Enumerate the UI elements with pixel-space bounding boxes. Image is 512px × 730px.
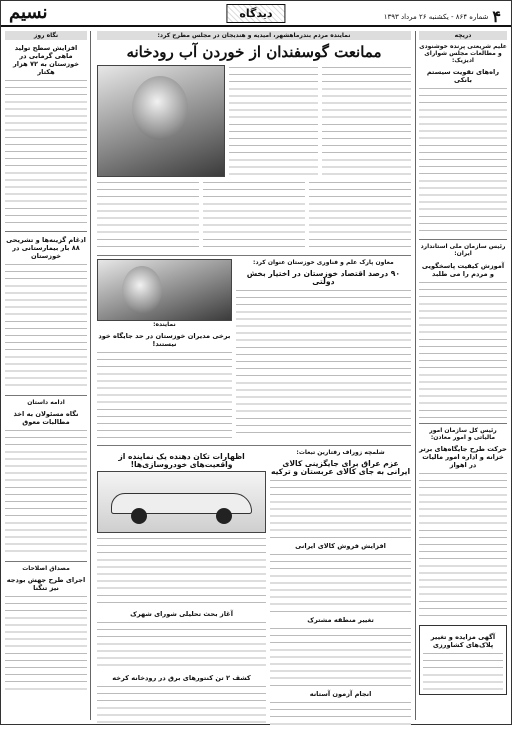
left-item2-title: ادغام گزینه‌ها و تشریحی ۸۸ بار بیمارستانی در خوزستان [6, 236, 86, 261]
article4-title: اظهارات تکان دهنده یک نماینده از واقعیت‌های خودروسازی‌ها! [118, 452, 245, 470]
article1-body-c [309, 180, 411, 252]
ad-box [419, 625, 507, 695]
section-title: دیدگاه [226, 4, 285, 23]
divider [97, 445, 411, 446]
mp-photo [97, 259, 232, 321]
left-item3-title: نگاه مسئولان به اخذ مطالبات معوق [13, 410, 79, 427]
masthead [1, 1, 511, 27]
divider [5, 231, 87, 232]
article1-body-e [97, 180, 199, 252]
ad-title: آگهی مزایده و تغییر پلاک‌های کشاورزی [430, 632, 496, 649]
left-item3-tag: ادامه داستان [27, 399, 65, 407]
article5-body-c [270, 626, 411, 686]
article4 [97, 449, 266, 730]
article4-row [97, 449, 411, 730]
page-number: ۴ [492, 7, 501, 26]
divider [5, 395, 87, 396]
left-item4-body [5, 594, 87, 694]
divider [419, 239, 507, 240]
article3-title: برخی مدیران خوزستان در حد جایگاه خود نیستند! [98, 332, 231, 349]
article5 [270, 449, 411, 730]
right-item3-tag: رئیس کل سازمان امور مالیاتی و امور معادن: [429, 426, 497, 441]
left-item4-tag: مصداق اصلاحات [22, 565, 70, 573]
article4-body-c [97, 684, 266, 724]
article2 [236, 259, 411, 442]
sub-head-4: آغاز بحث تحلیلی شورای شهرک [130, 610, 233, 619]
left-column [5, 31, 91, 720]
right-item2-body [419, 280, 507, 420]
right-item1-body [419, 86, 507, 236]
issue-info [384, 7, 501, 26]
article5-title: عزم عراق برای جایگزینی کالای ایرانی به جای کالای عربستان و ترکیه [270, 459, 411, 477]
article3 [97, 259, 232, 442]
car-wheel [131, 508, 147, 524]
article1-row [97, 65, 411, 177]
left-section-label: نگاه روز [5, 31, 87, 40]
divider [5, 561, 87, 562]
car-wheel [216, 508, 232, 524]
left-item1-body [5, 78, 87, 228]
car-photo [97, 471, 266, 533]
article3-kicker: نماینده: [153, 321, 176, 329]
left-item4-title: اجرای طرح جهش بودجه نیز تنگنا [6, 576, 86, 593]
left-item2-body [5, 262, 87, 392]
right-item3-title: حرکت طرح جایگاه‌های برتر خزانه و اداره امور مالیات در اهواز [419, 444, 507, 469]
article4-body-a [97, 536, 266, 606]
article1-body-a [322, 65, 411, 177]
sub-head-1: افزایش فروش کالای ایرانی [295, 542, 386, 551]
right-item1-tag: علیم شریعتی پرنده خوشنودی و مطالعات مجلس شوارای ادیزیک: [419, 43, 507, 65]
speaker-photo [97, 65, 225, 177]
center-area [97, 31, 411, 720]
article5-body-a [270, 478, 411, 538]
ad-body [423, 651, 503, 691]
sub-head-5: کشف ۲ تن کنتورهای برق در رودخانه کرخه [112, 674, 251, 683]
article3-body [97, 350, 232, 442]
main-title: ممانعت گوسفندان از خوردن آب رودخانه [126, 43, 382, 62]
left-item3-body [5, 428, 87, 558]
article1-body-d [203, 180, 305, 252]
article1-row2 [97, 180, 411, 252]
face-shape [132, 76, 188, 140]
article2-row [97, 259, 411, 442]
article1-body-b [229, 65, 318, 177]
article4-body-b [97, 620, 266, 670]
article5-body-b [270, 552, 411, 612]
right-item2-tag: رئیس سازمان ملی استاندارد ایران: [420, 243, 506, 258]
sub-head-3: انجام آزمون آستانه [309, 690, 372, 699]
issue-line: شماره ۸۶۴ - یکشنبه ۲۶ مرداد ۱۳۹۳ [383, 12, 489, 21]
right-item2-title: آموزش کیفیت پاسخگویی و مردم را می طلبد [421, 261, 505, 278]
paper-logo: نسیم [9, 2, 48, 23]
article5-kicker: شلمچه زوراف رفتارین تبعات: [296, 449, 385, 457]
divider [97, 255, 411, 256]
right-column [415, 31, 507, 720]
right-item1-title: راه‌های تقویت سیستم بانکی [426, 68, 500, 85]
article5-body-d [270, 700, 411, 730]
face-shape [122, 266, 162, 314]
sub-head-2: تغییر منطقه مشترک [307, 616, 374, 625]
left-item1-title: افزایش سطح تولید ماهی گرمابی در خوزستان به ۷۲ هزار هکتار [12, 44, 80, 77]
main-kicker: نماینده مردم بندرماهشهر، امیدیه و هندیجان در مجلس مطرح کرد: [97, 31, 411, 40]
right-item3-body [419, 471, 507, 621]
right-section-label: دریچه [419, 31, 507, 40]
article2-body [236, 288, 411, 438]
divider [419, 423, 507, 424]
article2-kicker: معاون پارک علم و فناوری خوزستان عنوان کرد: [253, 259, 394, 267]
article2-title: ۹۰ درصد اقتصاد خوزستان در اختیار بخش دولتی [246, 269, 401, 287]
